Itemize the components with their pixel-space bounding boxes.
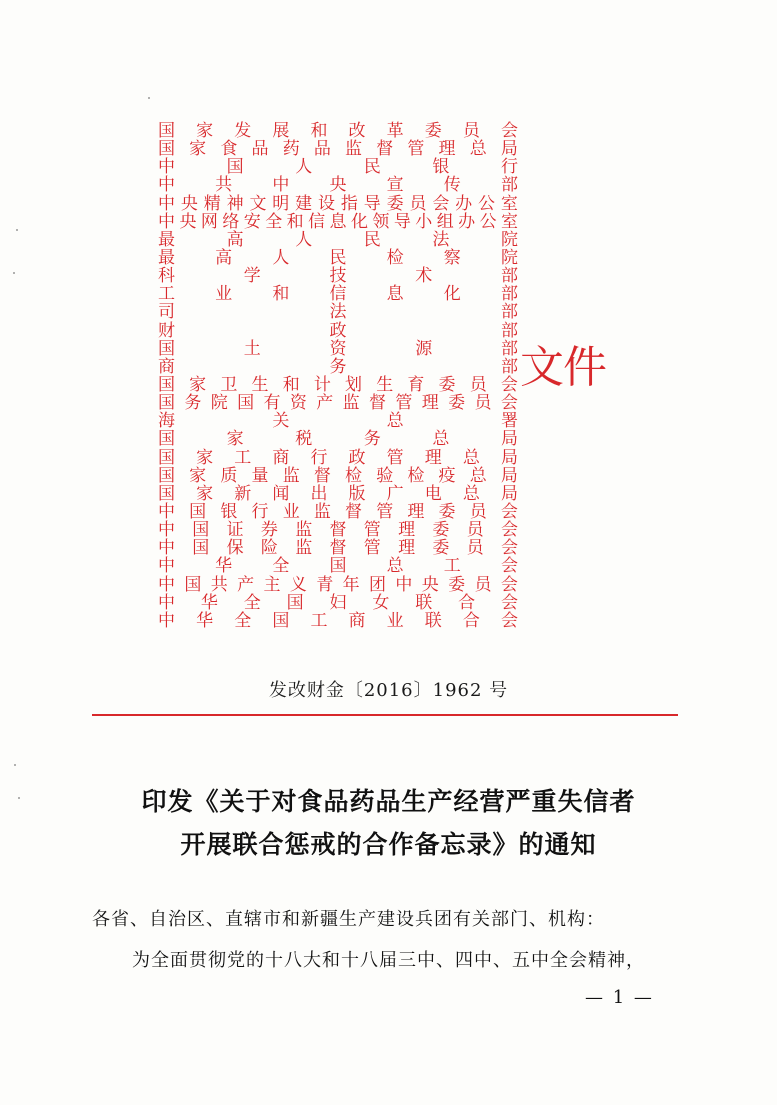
issuing-body-row: 中 国 人 民 银 行 bbox=[158, 157, 518, 178]
scan-speck bbox=[13, 272, 15, 274]
document-number: 发改财金〔2016〕1962 号 bbox=[268, 680, 509, 701]
document-title-line-2: 开展联合惩戒的合作备忘录》的通知 bbox=[180, 830, 597, 859]
issuing-body-row: 中 国 证 券 监 督 管 理 委 员 会 bbox=[158, 520, 518, 541]
issuing-bodies-list bbox=[158, 122, 518, 630]
issuing-body-row: 国 家 工 商 行 政 管 理 总 局 bbox=[158, 447, 518, 468]
document-title-line-1: 印发《关于对食品药品生产经营严重失信者 bbox=[141, 787, 636, 816]
issuing-body-row: 最 高 人 民 检 察 院 bbox=[158, 247, 518, 268]
scan-speck bbox=[148, 97, 150, 99]
issuing-body-row: 中 华 全 国 工 商 业 联 合 会 bbox=[158, 610, 518, 631]
issuing-body-row: 工 业 和 信 息 化 部 bbox=[158, 284, 518, 305]
issuing-body-row: 国 务 院 国 有 资 产 监 督 管 理 委 员 会 bbox=[158, 393, 518, 414]
issuing-body-row: 国 家 质 量 监 督 检 验 检 疫 总 局 bbox=[158, 465, 518, 486]
addressee-line: 各省、自治区、直辖市和新疆生产建设兵团有关部门、机构： bbox=[92, 909, 605, 930]
issuing-body-row: 最 高 人 民 法 院 bbox=[158, 229, 518, 250]
scan-speck bbox=[18, 797, 20, 799]
issuing-body-row: 国 土 资 源 部 bbox=[158, 338, 518, 359]
issuing-body-row: 科 学 技 术 部 bbox=[158, 266, 518, 287]
issuing-body-row: 司 法 部 bbox=[158, 302, 518, 323]
scan-speck bbox=[16, 229, 18, 231]
page-number: — 1 — bbox=[585, 987, 654, 1008]
issuing-body-row: 商 务 部 bbox=[158, 356, 518, 377]
issuing-body-row: 国 家 卫 生 和 计 划 生 育 委 员 会 bbox=[158, 374, 518, 395]
document-type-mark: 文件 bbox=[520, 342, 606, 393]
issuing-body-row: 中 共 中 央 宣 传 部 bbox=[158, 175, 518, 196]
issuing-body-row: 国 家 税 务 总 局 bbox=[158, 429, 518, 450]
issuing-body-row: 财 政 部 bbox=[158, 320, 518, 341]
issuing-body-row: 中 央 精 神 文 明 建 设 指 导 委 员 会 办 公 室 bbox=[158, 193, 518, 214]
issuing-body-row: 中 国 保 险 监 督 管 理 委 员 会 bbox=[158, 538, 518, 559]
body-paragraph-line: 为全面贯彻党的十八大和十八届三中、四中、五中全会精神， bbox=[132, 950, 645, 971]
issuing-body-row: 中 华 全 国 总 工 会 bbox=[158, 556, 518, 577]
red-divider-line bbox=[92, 714, 678, 716]
issuing-body-row: 国 家 食 品 药 品 监 督 管 理 总 局 bbox=[158, 139, 518, 160]
bleed-through-text bbox=[525, 118, 745, 155]
scan-speck bbox=[14, 764, 16, 766]
issuing-body-row: 国 家 新 闻 出 版 广 电 总 局 bbox=[158, 483, 518, 504]
issuing-body-row: 中 国 共 产 主 义 青 年 团 中 央 委 员 会 bbox=[158, 574, 518, 595]
issuing-body-row: 海 关 总 署 bbox=[158, 411, 518, 432]
issuing-body-row: 国 家 发 展 和 改 革 委 员 会 bbox=[158, 121, 518, 141]
issuing-body-row: 中 华 全 国 妇 女 联 合 会 bbox=[158, 592, 518, 613]
issuing-body-row: 中 国 银 行 业 监 督 管 理 委 员 会 bbox=[158, 501, 518, 522]
issuing-body-row: 中 央 网 络 安 全 和 信 息 化 领 导 小 组 办 公 室 bbox=[158, 211, 518, 232]
